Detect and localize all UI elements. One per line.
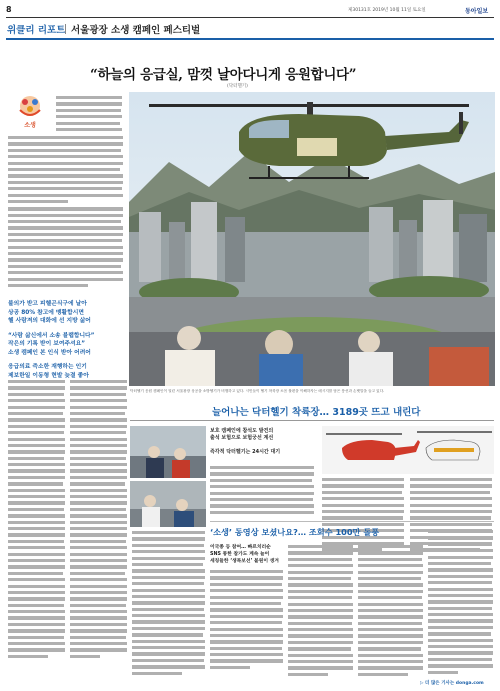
- pull-quote-line: “사람 삶신에서 소송 블랩합니다”: [8, 332, 95, 339]
- intro-text: [56, 96, 124, 134]
- main-headline: “하늘의 응급실, 맘껏 날아다니게 응원합니다”: [90, 67, 357, 83]
- article2-body-col1: [210, 466, 315, 517]
- paper-name: 동아일보: [465, 8, 489, 15]
- article3-body-col4: [428, 530, 494, 677]
- article2-subhead-a: 보호 캠페인에 참석도 발견의 출석 보험으로 보험궁선 계선: [210, 428, 274, 441]
- svg-text:소생: 소생: [24, 122, 36, 129]
- article2-body-col2: [322, 478, 406, 555]
- rescue-photo: [130, 426, 206, 478]
- pull-quote-line: 응급의료 즉소한 재행하는 인기: [8, 364, 87, 370]
- article3-body-col1: [210, 570, 284, 672]
- helicopter-photo: [129, 92, 495, 386]
- helicopter-photo-small: [322, 426, 494, 474]
- photo-caption: 닥터헬기 응원 캠페인이 열린 서울광장 상공을 소방헬기가 비행하고 있다. 시민들이 헬기 착륙장 소음 불편을 이해하자는 메시지를 담은 풍선과 손팻말을 들고 있다.: [130, 389, 385, 393]
- left-column-text: [8, 136, 124, 290]
- cpr-photo: [130, 481, 206, 527]
- pull-quote-line: 작은의 기록 받이 보여주셔요”: [8, 341, 86, 347]
- headline-sub: (닥터헬기): [227, 84, 248, 89]
- date-line: 제30131호 2019년 10월 11일 토요일: [348, 8, 426, 13]
- pull-quote-line: 소생 캠페인 본 인식 받아 어려어: [8, 349, 91, 356]
- article3-body-col3: [358, 545, 424, 679]
- article3-subhead: 이국종 등 참여… 빠르치러순 SNS 통한 참가도 계속 늘어 세칭들한 ‘생목보선’ 불원이 생겨: [210, 545, 279, 564]
- section-title: 서울광장 소생 캠페인 페스티벌: [71, 25, 201, 36]
- pull-quote-line: 헬 사람져의 대화에 선 지방 삶어: [8, 318, 91, 324]
- body-col-b: [70, 380, 128, 661]
- article2-rule: [130, 420, 494, 421]
- article2-headline: 늘어나는 닥터헬기 착륙장… 3189곳 뜨고 내린다: [212, 407, 421, 418]
- pull-quote: [8, 300, 126, 380]
- body-col-c: [132, 531, 206, 678]
- footer-link[interactable]: ▷ 더 많은 기사는 donga.com: [420, 681, 484, 686]
- pull-quote-line: 불의가 받고 피헬곤식구에 날아: [8, 301, 87, 307]
- article3-body-col2: [288, 545, 354, 679]
- pull-quote-line: 상공 80% 참고에 맹활합시면: [8, 309, 84, 316]
- pull-quote-line: 제보한일 이동형 현발 늦결 좋아: [8, 372, 89, 379]
- body-col-a: [8, 380, 66, 661]
- masthead-rule: [6, 17, 494, 18]
- article2-subhead-b: 즉각적 닥터헬기는 24시간 대기: [210, 449, 281, 455]
- section-divider: [65, 24, 66, 34]
- section-rule: [6, 38, 494, 40]
- soseng-logo: [8, 94, 52, 130]
- page-number: 8: [6, 5, 12, 14]
- article3-headline: ‘소생’ 동영상 보셨나요?… 조회수 100만 돌풍: [210, 527, 380, 537]
- series-name: 위클리 리포트: [7, 25, 66, 36]
- article3-rule: [210, 521, 494, 522]
